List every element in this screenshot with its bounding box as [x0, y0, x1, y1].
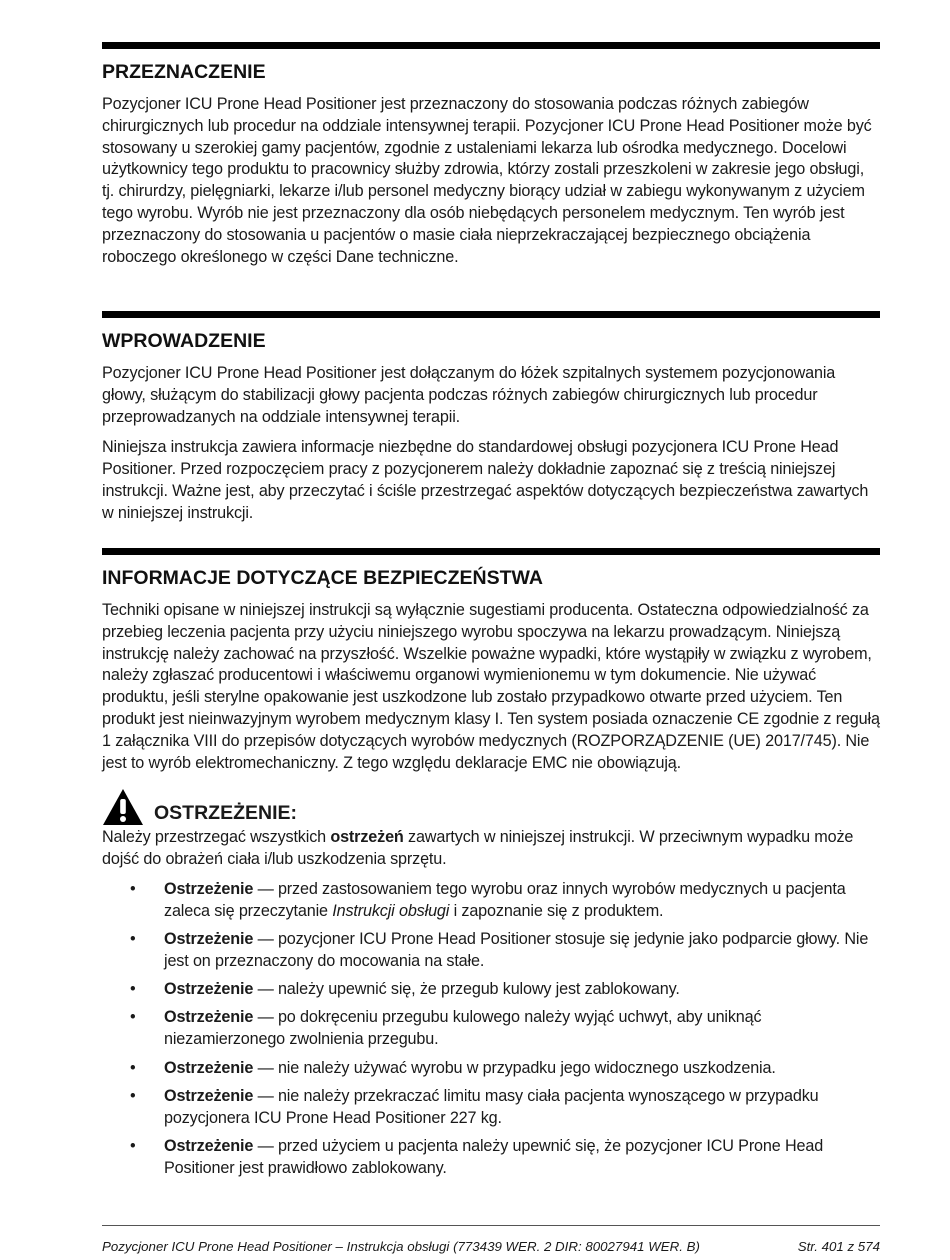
- warning-block: [102, 786, 880, 1179]
- warning-text: i zapoznanie się z produktem.: [449, 901, 664, 920]
- list-item: [102, 1136, 880, 1180]
- warning-intro-bold: ostrzeżeń: [330, 828, 404, 847]
- bullet: •: [130, 1136, 136, 1155]
- section-paragraph: Pozycjoner ICU Prone Head Positioner jest dołączanym do łóżek szpitalnych systemem pozycjonowania głowy, służącym do stabilizacji głowy pacjenta podczas różnych zabiegów chirurgicznych lub procedur przeprowadzanych na oddziale intensywnej terapii.: [102, 364, 836, 426]
- bullet: •: [130, 1008, 136, 1027]
- warning-title: OSTRZEŻENIE:: [154, 802, 298, 825]
- warning-text: — należy upewnić się, że przegub kulowy jest zablokowany.: [253, 980, 680, 999]
- warning-text: — po dokręceniu przegubu kulowego należy wyjąć uchwyt, aby uniknąć niezamierzonego zwolnienia przegubu.: [164, 1008, 762, 1049]
- bullet: •: [130, 1058, 136, 1077]
- warning-text: — przed zastosowaniem tego wyrobu oraz innych wyrobów medycznych u pacjenta zaleca się przeczytanie: [164, 879, 846, 920]
- list-item: [102, 1058, 880, 1080]
- section-introduction: [102, 311, 880, 525]
- section-paragraph: Pozycjoner ICU Prone Head Positioner jest przeznaczony do stosowania podczas różnych zabiegów chirurgicznych lub procedur na oddziale intensywnej terapii. Pozycjoner ICU Prone Head Positioner może być stosowany u szerokiej gamy pacjentów, zgodnie z ustaleniami lekarza lub ośrodka medycznego. Docelowi użytkownicy tego produktu to pracownicy służby zdrowia, którzy zostali przeszkoleni w zakresie jego obsługi, tj. chirurdzy, pielęgniarki, lekarze i/lub personel medyczny biorący udział w zabiegu wykonywanym z użyciem tego wyrobu. Wyrób nie jest przeznaczony dla osób niebędących personelem medycznym. Ten wyrób jest przeznaczony do stosowania u pacjentów o masie ciała nieprzekraczającej bezpiecznego obciążenia roboczego określonego w części Dane techniczne.: [102, 95, 872, 266]
- warning-text: — nie należy używać wyrobu w przypadku jego widocznego uszkodzenia.: [253, 1058, 776, 1077]
- bullet: •: [130, 879, 136, 898]
- warning-intro-text: zawartych w niniejszej instrukcji. W przeciwnym wypadku może dojść do obrażeń ciała i/lub uszkodzenia sprzętu.: [102, 828, 854, 869]
- warning-label: Ostrzeżenie: [164, 1058, 254, 1077]
- warning-label: Ostrzeżenie: [164, 879, 254, 898]
- section-paragraph: Niniejsza instrukcja zawiera informacje niezbędne do standardowej obsługi pozycjonera ICU Prone Head Positioner. Przed rozpoczęciem pracy z pozycjonerem należy dokładnie zapoznać się z treścią niniejszej instrukcji. Ważne jest, aby przeczytać i ściśle przestrzegać aspektów dotyczących bezpieczeństwa zawartych w niniejszej instrukcji.: [102, 438, 869, 522]
- bullet: •: [130, 930, 136, 949]
- warning-list: [102, 879, 880, 1180]
- warning-label: Ostrzeżenie: [164, 980, 254, 999]
- section-heading: PRZEZNACZENIE: [102, 61, 266, 83]
- section-divider: [102, 548, 880, 555]
- footer-title: Pozycjoner ICU Prone Head Positioner – Instrukcja obsługi (773439 WER. 2 DIR: 80027941 WER. B): [102, 1239, 700, 1254]
- warning-italic: Instrukcji obsługi: [332, 901, 450, 920]
- section-heading: WPROWADZENIE: [102, 330, 266, 352]
- list-item: [102, 979, 880, 1001]
- warning-text: — nie należy przekraczać limitu masy ciała pacjenta wynoszącego w przypadku pozycjonera ICU Prone Head Positioner 227 kg.: [164, 1086, 819, 1127]
- list-item: [102, 879, 880, 923]
- warning-triangle-icon: [102, 788, 144, 826]
- warning-text: — pozycjoner ICU Prone Head Positioner stosuje się jedynie jako podparcie głowy. Nie jest on przeznaczony do mocowania na stałe.: [164, 930, 869, 970]
- warning-label: Ostrzeżenie: [164, 1008, 254, 1027]
- list-item: [102, 929, 880, 973]
- warning-header: [102, 786, 880, 826]
- bullet: •: [130, 980, 136, 999]
- footer-rule: [102, 1225, 880, 1226]
- warning-label: Ostrzeżenie: [164, 1136, 254, 1155]
- list-item: [102, 1086, 880, 1130]
- section-safety: [102, 548, 880, 1186]
- warning-label: Ostrzeżenie: [164, 930, 254, 949]
- section-heading: INFORMACJE DOTYCZĄCE BEZPIECZEŃSTWA: [102, 567, 543, 589]
- warning-intro-text: Należy przestrzegać wszystkich: [102, 828, 331, 847]
- bullet: •: [130, 1086, 136, 1105]
- warning-label: Ostrzeżenie: [164, 1086, 254, 1105]
- section-paragraph: Techniki opisane w niniejszej instrukcji są wyłącznie sugestiami producenta. Ostateczna odpowiedzialność za przebieg leczenia pacjenta przy użyciu niniejszego wyrobu spoczywa na lekarzu prowadzącym. Niniejszą instrukcję należy zachować na przyszłość. Wszelkie poważne wypadki, które wystąpiły w związku z wyrobem, należy zgłaszać producentowi i właściwemu organowi wymienionemu w tym dokumencie. Nie używać produktu, jeśli sterylne opakowanie jest uszkodzone lub zostało przypadkowo otwarte przed użyciem. Ten produkt jest nieinwazyjnym wyrobem medycznym klasy I. Ten system posiada oznaczenie CE zgodnie z regułą 1 załącznika VIII do przepisów dotyczących wyrobów medycznych (ROZPORZĄDZENIE (UE) 2017/745). Nie jest to wyrób elektromechaniczny. Z tego względu deklaracje EMC nie obowiązują.: [102, 601, 880, 772]
- list-item: [102, 1007, 880, 1051]
- warning-text: — przed użyciem u pacjenta należy upewnić się, że pozycjoner ICU Prone Head Positioner jest prawidłowo zablokowany.: [164, 1136, 824, 1177]
- page-footer: [102, 1239, 880, 1254]
- warning-intro: [102, 827, 880, 871]
- page-number: Str. 401 z 574: [797, 1239, 880, 1254]
- section-divider: [102, 311, 880, 318]
- section-purpose: [102, 42, 880, 268]
- section-divider: [102, 42, 880, 49]
